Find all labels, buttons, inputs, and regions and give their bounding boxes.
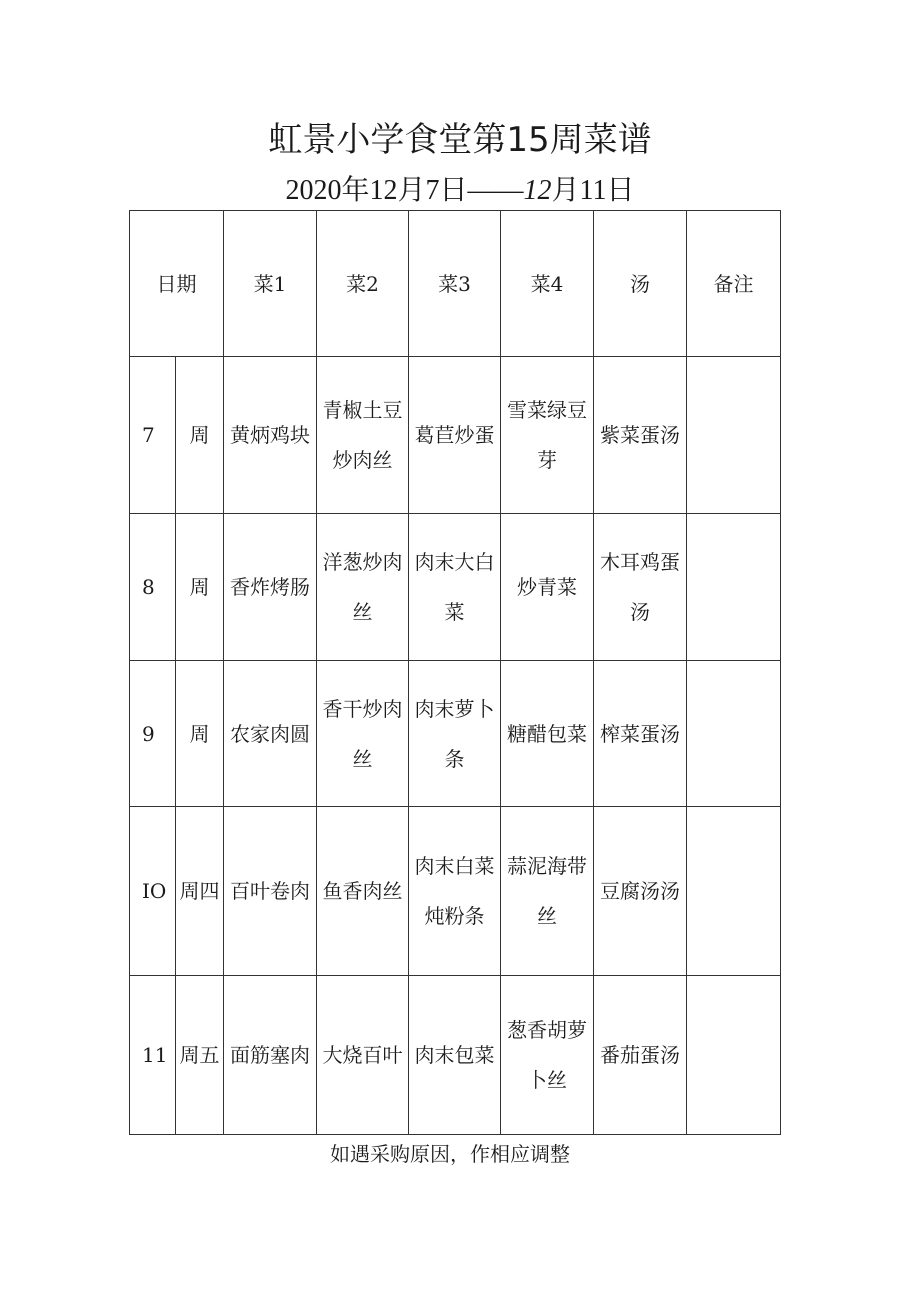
header-dish1: 菜1 [224,211,317,357]
header-soup: 汤 [594,211,687,357]
dish2-cell: 青椒土豆炒肉丝 [317,357,409,514]
dish4-cell: 葱香胡萝卜丝 [501,976,594,1135]
remarks-cell [687,357,781,514]
weekday: 周 [176,661,224,807]
table-row [130,976,781,1135]
dish3-cell: 肉末包菜 [409,976,501,1135]
table-row [130,514,781,661]
weekday: 周 [176,357,224,514]
dish4-cell: 糖醋包菜 [501,661,594,807]
soup-cell: 榨菜蛋汤 [594,661,687,807]
dish2-cell: 鱼香肉丝 [317,807,409,976]
dish3-cell: 肉末大白菜 [409,514,501,661]
dish2-cell: 洋葱炒肉丝 [317,514,409,661]
dish3-cell: 肉末萝卜条 [409,661,501,807]
header-dish4: 菜4 [501,211,594,357]
dish4-cell: 雪菜绿豆芽 [501,357,594,514]
dish4-cell: 蒜泥海带丝 [501,807,594,976]
menu-table [129,210,781,1135]
soup-cell: 紫菜蛋汤 [594,357,687,514]
day-number: 9 [130,661,176,807]
dish2-cell: 大烧百叶 [317,976,409,1135]
soup-cell: 番茄蛋汤 [594,976,687,1135]
dish2-cell: 香干炒肉丝 [317,661,409,807]
dish1-cell: 农家肉圆 [224,661,317,807]
header-row [130,211,781,357]
weekday: 周四 [176,807,224,976]
remarks-cell [687,976,781,1135]
day-number: 7 [130,357,176,514]
date-range [0,168,920,208]
header-remarks: 备注 [687,211,781,357]
header-dish2: 菜2 [317,211,409,357]
date-range-end-rest: 月11日 [551,175,635,206]
soup-cell: 木耳鸡蛋汤 [594,514,687,661]
table-row [130,661,781,807]
day-number: IO [130,807,176,976]
table-row [130,357,781,514]
dish1-cell: 香炸烤肠 [224,514,317,661]
soup-cell: 豆腐汤汤 [594,807,687,976]
weekday: 周五 [176,976,224,1135]
header-date: 日期 [130,211,224,357]
weekday: 周 [176,514,224,661]
date-range-start: 2020年12月7日—— [285,175,524,206]
remarks-cell [687,661,781,807]
remarks-cell [687,807,781,976]
dish3-cell: 葛苣炒蛋 [409,357,501,514]
footer-note: 如遇采购原因，作相应调整 [330,1142,570,1166]
header-dish3: 菜3 [409,211,501,357]
page-title: 虹景小学食堂第15周菜谱 [268,120,652,160]
dish3-cell: 肉末白菜炖粉条 [409,807,501,976]
dish1-cell: 面筋塞肉 [224,976,317,1135]
day-number: 11 [130,976,176,1135]
table-row [130,807,781,976]
dish4-cell: 炒青菜 [501,514,594,661]
dish1-cell: 黄炳鸡块 [224,357,317,514]
dish1-cell: 百叶卷肉 [224,807,317,976]
remarks-cell [687,514,781,661]
date-range-end-number: 12 [523,175,552,206]
day-number: 8 [130,514,176,661]
